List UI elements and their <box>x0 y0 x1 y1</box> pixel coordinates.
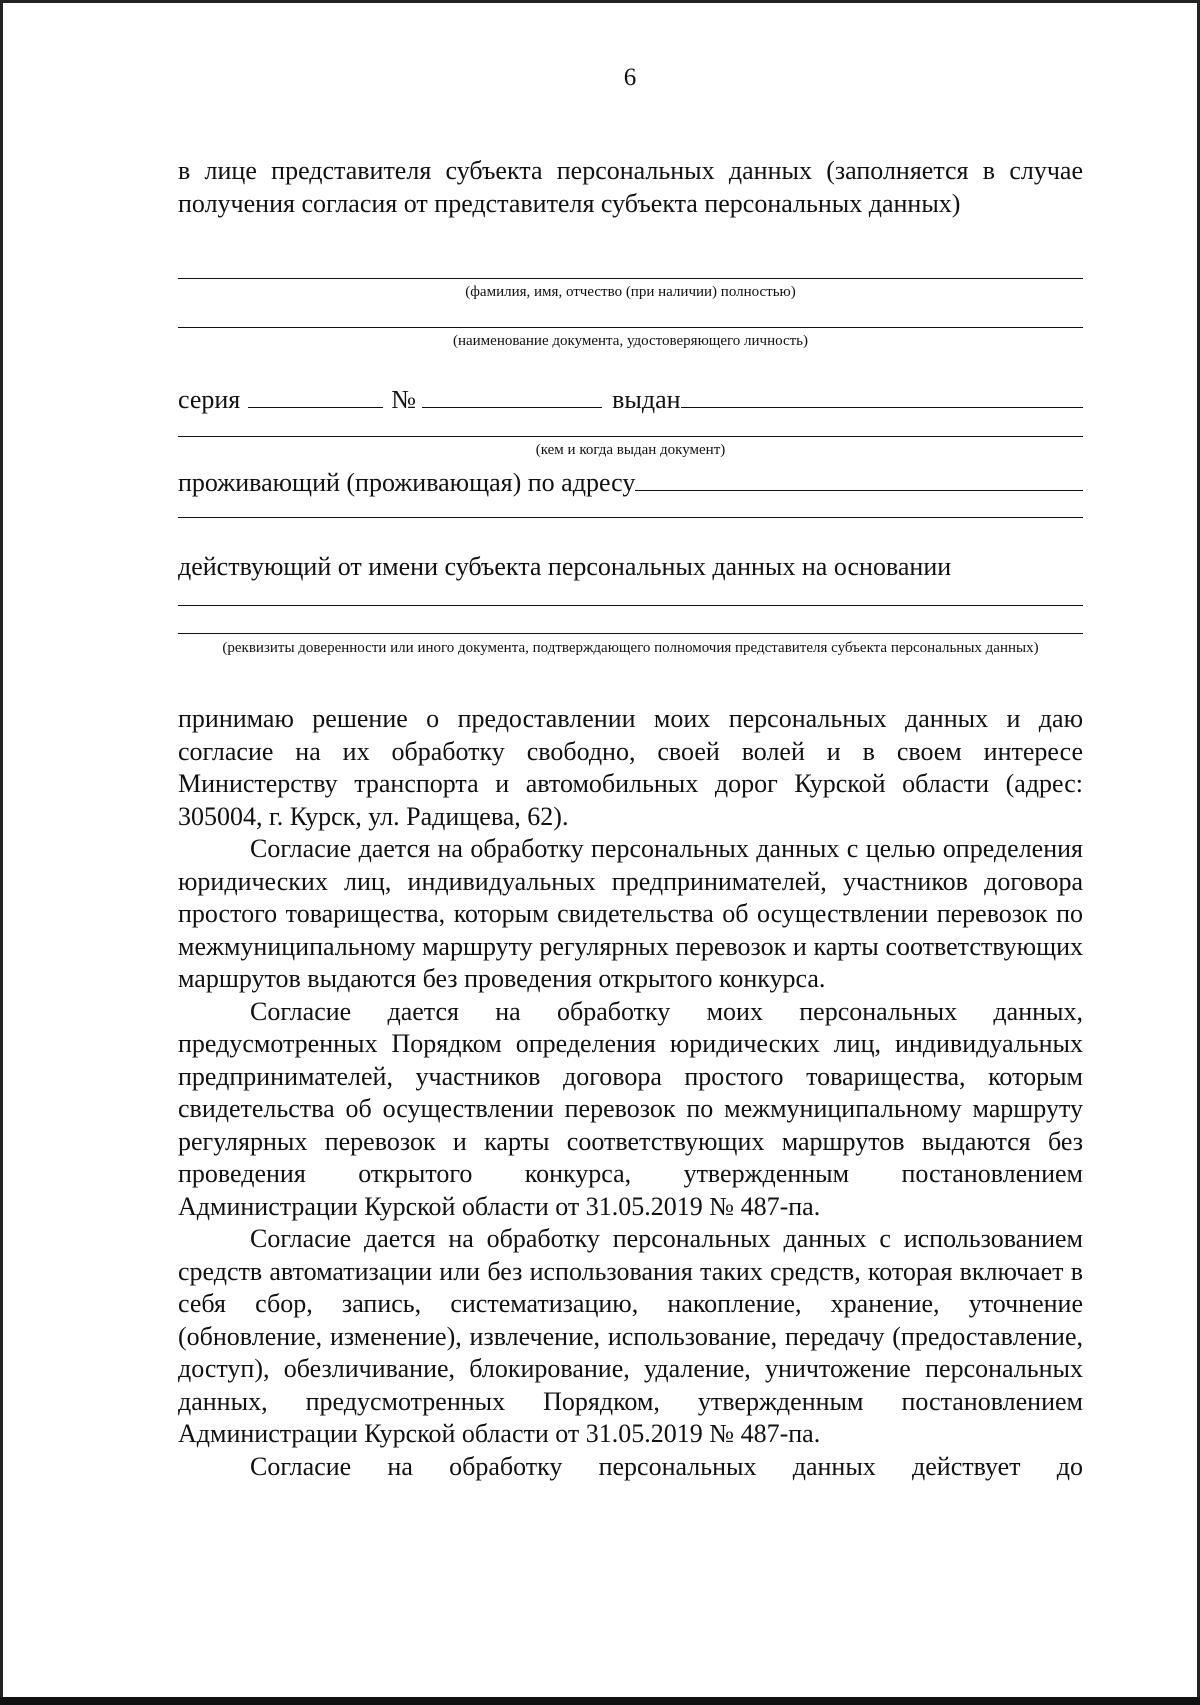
intro-section <box>178 155 1083 220</box>
series-label: серия <box>178 385 241 414</box>
consent-paragraph-1: принимаю решение о предоставлении моих персональных данных и даю согласие на их обработку свободно, своей волей и в своем интересе Министерству транспорта и автомобильных дорог Курской области (адрес: 305004, г. Курск, ул. Радищева, 62). <box>178 704 1083 831</box>
authority-line-1 <box>178 605 1083 606</box>
address-label: проживающий (проживающая) по адресу <box>178 468 636 497</box>
authority-caption: (реквизиты доверенности или иного документа, подтверждающего полномочия представителя субъекта персональных данных) <box>222 640 1039 656</box>
scan-edge-left <box>0 0 3 1705</box>
scan-edge-bottom <box>0 1697 1200 1705</box>
address-continuation-line[interactable] <box>178 517 1083 518</box>
page-number: 6 <box>623 64 637 91</box>
authority-blank-2[interactable] <box>178 633 1083 634</box>
acting-label: действующий от имени субъекта персональных данных на основании <box>178 552 952 581</box>
consent-paragraph-5: Согласие на обработку персональных данных действует до <box>250 1451 1083 1481</box>
issued-by-line[interactable] <box>178 436 1083 437</box>
acting-section <box>178 551 1083 583</box>
issued-by-field <box>178 436 1083 459</box>
id-document-caption: (наименование документа, удостоверяющего личность) <box>452 333 809 349</box>
issued-by-caption: (кем и когда выдан документ) <box>535 442 726 458</box>
fio-field <box>178 278 1083 301</box>
scan-edge-top <box>0 0 1200 3</box>
series-row <box>178 381 1083 416</box>
id-document-line[interactable] <box>178 327 1083 328</box>
id-document-field <box>178 327 1083 350</box>
consent-paragraph-3: Согласие дается на обработку моих персональных данных, предусмотренных Порядком определения юридических лиц, индивидуальных предпринимателей, участников договора простого товарищества, которым свидетельства об осуществлении перевозок по межмуниципальному маршруту регулярных перевозок и карты соответствующих маршрутов выдаются без проведения открытого конкурса, утвержденным постановлением Администрации Курской области от 31.05.2019 № 487-па. <box>178 996 1083 1221</box>
series-blank[interactable] <box>248 381 383 408</box>
consent-paragraph-2: Согласие дается на обработку персональных данных с целью определения юридических лиц, индивидуальных предпринимателей, участников договора простого товарищества, которым свидетельства об осуществлении перевозок по межмуниципальному маршруту регулярных перевозок и карты соответствующих маршрутов выдаются без проведения открытого конкурса. <box>178 834 1083 993</box>
consent-body <box>178 703 1083 1483</box>
authority-blank-1[interactable] <box>178 605 1083 606</box>
address-blank[interactable] <box>635 464 1083 491</box>
address-row <box>178 464 1083 499</box>
address-line-2 <box>178 517 1083 518</box>
fio-line[interactable] <box>178 278 1083 279</box>
issued-blank[interactable] <box>681 381 1083 408</box>
intro-text: в лице представителя субъекта персональных данных (заполняется в случае получения согласия от представителя субъекта персональных данных) <box>178 156 1083 218</box>
consent-paragraph-4: Согласие дается на обработку персональных данных с использованием средств автоматизации или без использования таких средств, которая включает в себя сбор, запись, систематизацию, накопление, хранение, уточнение (обновление, изменение), извлечение, использование, передачу (предоставление, доступ), обезличивание, блокирование, удаление, уничтожение персональных данных, предусмотренных Порядком, утвержденным постановлением Администрации Курской области от 31.05.2019 № 487-па. <box>178 1224 1083 1448</box>
authority-field <box>178 633 1083 657</box>
fio-caption: (фамилия, имя, отчество (при наличии) полностью) <box>465 284 796 300</box>
issued-label: выдан <box>612 385 681 414</box>
number-blank[interactable] <box>422 381 602 408</box>
number-label: № <box>391 385 417 414</box>
